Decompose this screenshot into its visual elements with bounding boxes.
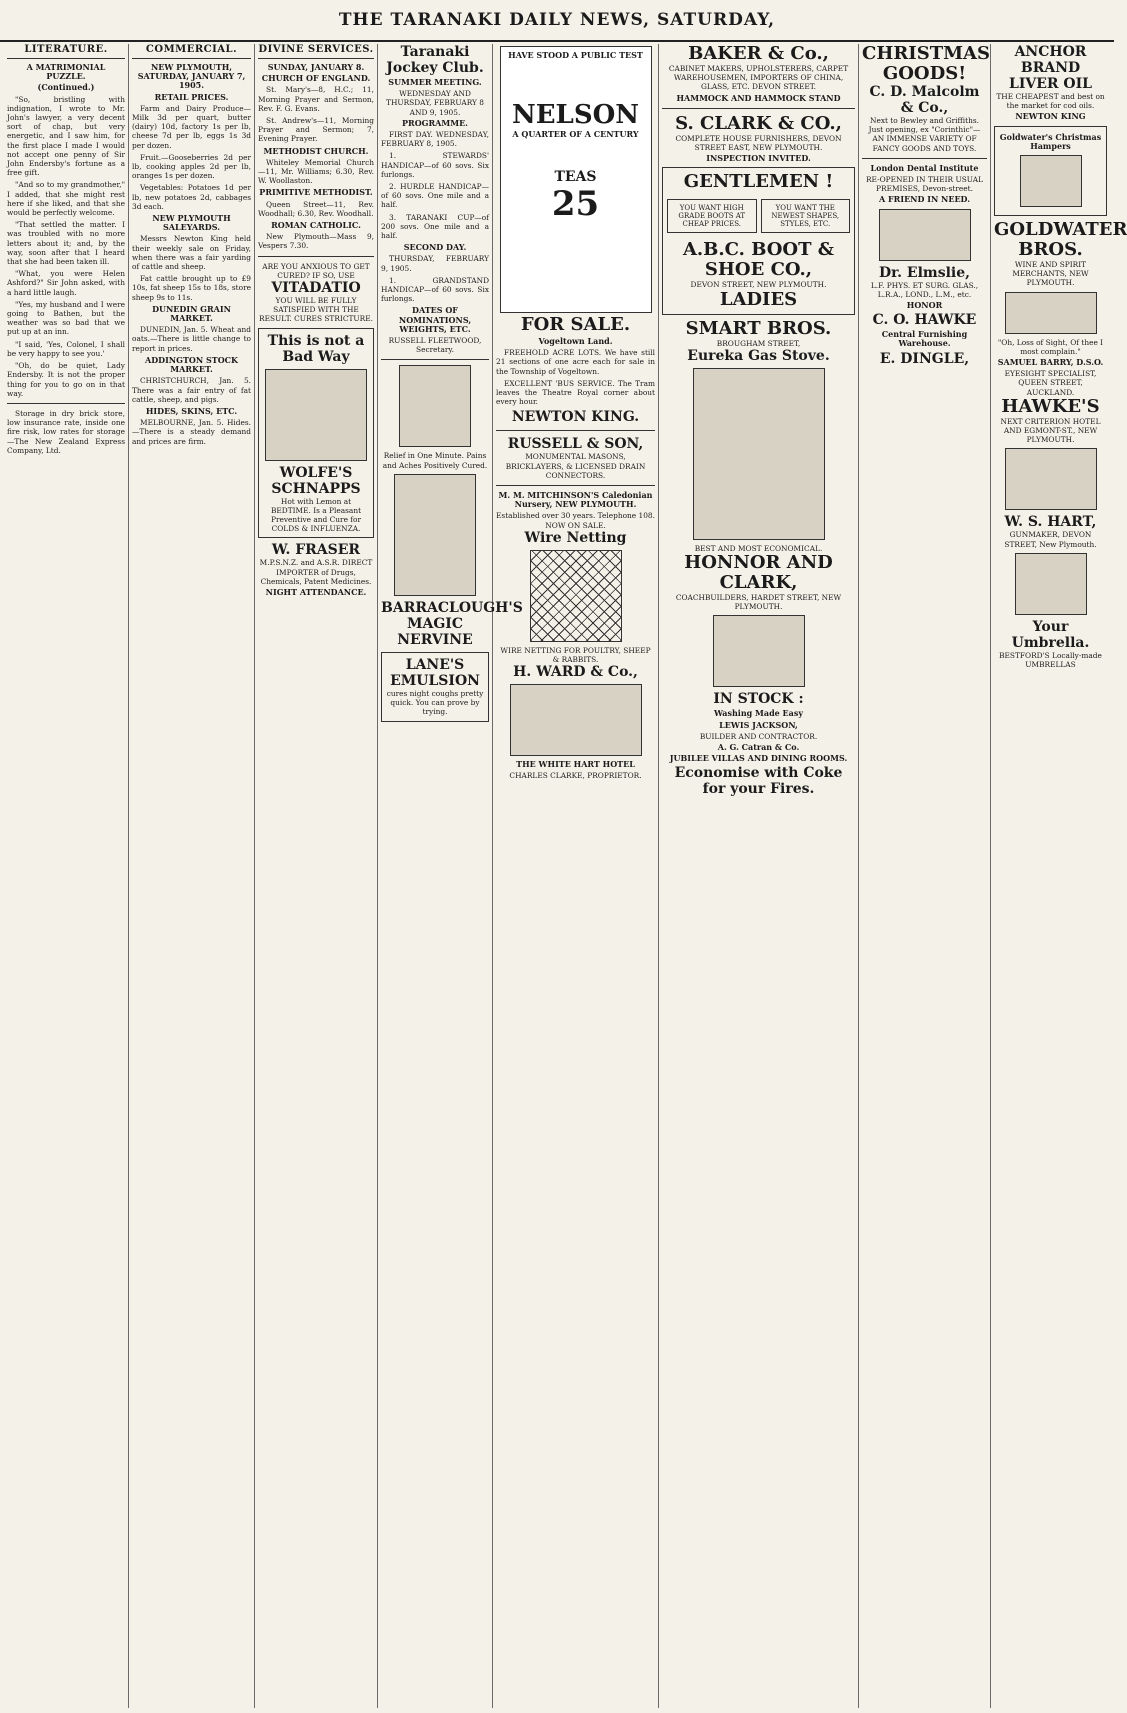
divider [496,430,655,431]
subheading: CHURCH OF ENGLAND. [261,73,371,84]
paragraph: St. Andrew's—11, Morning Prayer and Sermon; 7, Evening Prayer. [258,116,374,144]
ad-hampers-title: Goldwater's Christmas Hampers [999,131,1102,151]
subheading: ROMAN CATHOLIC. [271,220,361,231]
paragraph: CHRISTCHURCH, Jan. 5. There was a fair entry of fat cattle, sheep, and pigs. [132,376,251,404]
subheading: METHODIST CHURCH. [263,145,369,156]
ad-mitchinson-text: Established over 30 years. Telephone 108. NOW ON SALE. [496,511,655,530]
paragraph: 3. TARANAKI CUP—of 200 sovs. One mile and a half. [381,212,489,241]
story-subtitle: (Continued.) [37,82,95,93]
ad-friend-title: A FRIEND IN NEED. [879,194,970,205]
ad-schnapps-box [258,328,374,539]
ad-baker-title: BAKER & Co., [688,43,829,64]
story-paragraph: "I said, 'Yes, Colonel, I shall be very happy to see you.' [7,339,125,358]
ad-goldwater-text: WINE AND SPIRIT MERCHANTS, NEW PLYMOUTH. [1012,260,1089,288]
ad-abc-text: DEVON STREET, NEW PLYMOUTH. [690,280,827,290]
ad-clark-text: COMPLETE HOUSE FURNISHERS, DEVON STREET EAST, NEW PLYMOUTH. [675,133,842,153]
paragraph: THURSDAY, FEBRUARY 9, 1905. [381,254,489,273]
column-literature [4,44,129,1708]
ad-loss-text: "Oh, Loss of Sight, Of thee I most complain." [997,337,1104,356]
ad-dental-title: London Dental Institute [870,162,979,173]
ad-gents-row [667,195,850,237]
divider [381,359,489,360]
story-paragraph: "And so to my grandmother," I added, that she might rest here if she liked, and that she would be perfectly welcome. [7,180,125,218]
ad-honnor-text: COACHBUILDERS, HARDET STREET, NEW PLYMOUTH. [675,593,842,612]
ad-wire-text: WIRE NETTING FOR POULTRY, SHEEP & RABBITS. [500,645,651,665]
ad-eureka-text: BEST AND MOST ECONOMICAL. [694,543,823,553]
page-columns [4,43,1127,1708]
subheading: PROGRAMME. [402,117,468,128]
newspaper-title: THE TARANAKI DAILY NEWS, SATURDAY, [338,10,776,30]
dateline: SUNDAY, JANUARY 8. [267,62,365,72]
paragraph: 1. GRANDSTAND HANDICAP—of 60 sovs. Six furlongs. [381,275,489,304]
subheading: ADDINGTON STOCK MARKET. [144,354,238,375]
ad-abc-title: A.B.C. BOOT & SHOE CO., [682,239,835,281]
hand-illustration [879,209,971,261]
paragraph: Fat cattle brought up to £9 10s, fat sheep 15s to 18s, store sheep 9s to 11s. [132,274,251,302]
paragraph: 2. HURDLE HANDICAP—of 60 sovs. One mile and a half. [381,182,489,210]
hamper-illustration [1020,155,1082,207]
ad-clarke-text: CHARLES CLARKE, PROPRIETOR. [509,771,642,781]
paragraph: DUNEDIN, Jan. 5. Wheat and oats.—There is little change to report in prices. [132,325,251,353]
revolver-illustration [1005,448,1097,510]
story-paragraph: "What, you were Helen Ashford?" Sir John asked, with a hard little laugh. [7,269,125,297]
ad-mitchinson-title: M. M. MITCHINSON'S Caledonian Nursery, NEW PLYMOUTH. [498,490,653,510]
paragraph: Messrs Newton King held their weekly sale on Friday, when there was a fair yarding of cattle and sheep. [132,234,251,272]
ad-furnishing-title: Central Furnishing Warehouse. [881,329,968,349]
ad-washing-title: Washing Made Easy [714,708,803,719]
paragraph: Vegetables: Potatoes 1d per lb, new potatoes 2d, cabbages 3d each. [132,183,251,211]
ad-eureka-title: Eureka Gas Stove. [687,347,830,364]
ad-russell-text: MONUMENTAL MASONS, BRICKLAYERS, & LICENSED DRAIN CONNECTORS. [505,452,646,480]
portrait-illustration [399,365,471,447]
ad-clark-title: S. CLARK & CO., [675,112,842,134]
story-paragraph: "So, bristling with indignation, I wrote to Mr. John's lawyer, a very decent sort of chap, but very energetic, and I saw him, for the first place I made I would not accept one penny of Sir John Endersby's fortune as a free gift. [7,94,125,178]
divider [258,256,374,257]
ad-abc-box [662,167,855,314]
paragraph: FIRST DAY. WEDNESDAY, FEBRUARY 8, 1905. [381,130,489,149]
ad-beetford-text: BESTFORD'S Locally-made UMBRELLAS [999,650,1102,670]
ad-gents-cell: YOU WANT THE NEWEST SHAPES, STYLES, ETC. [761,199,851,233]
paragraph: 1. STEWARDS' HANDICAP—of 60 sovs. Six furlongs. [381,151,489,179]
masthead [0,0,1114,42]
paragraph: New Plymouth—Mass 9, Vespers 7.30. [258,232,374,251]
ad-merve-text: Relief in One Minute. Pains and Aches Positively Cured. [382,451,488,470]
ad-whitehart-title: THE WHITE HART HOTEL [516,759,635,770]
ad-dental-text: RE-OPENED IN THEIR USUAL PREMISES, Devon-street. [865,175,984,194]
ad-clark-inspection: INSPECTION INVITED. [706,153,811,164]
paragraph: Farm and Dairy Produce—Milk 3d per quart, butter (dairy) 10d, factory 1s per lb, cheese 7d per lb, eggs 1s 3d per dozen. [132,103,251,150]
paragraph: Fruit.—Gooseberries 2d per lb, cooking apples 2d per lb, oranges 1s per dozen. [132,152,251,181]
ad-honor-label: HONOR [906,300,943,311]
ad-hart-title: W. S. HART, [1004,514,1097,531]
paragraph: St. Mary's—8, H.C.; 11, Morning Prayer and Sermon, Rev. F. G. Evans. [258,85,374,113]
column-nelson-teas [493,44,659,1708]
paragraph: FREEHOLD ACRE LOTS. We have still 21 sections of one acre each for sale in the Township of Vogeltown. [496,348,655,376]
ad-ward-title: H. WARD & Co., [513,664,638,681]
ad-christmas-title: CHRISTMAS GOODS! [862,43,990,84]
dateline: NEW PLYMOUTH, SATURDAY, JANUARY 7, 1905. [137,62,246,91]
paragraph: EXCELLENT 'BUS SERVICE. The Tram leaves the Theatre Royal corner about every hour. [496,378,655,407]
ad-cured-text: ARE YOU ANXIOUS TO GET CURED? IF SO, USE [262,261,370,280]
ad-catran-title: A. G. Catran & Co. [717,742,800,753]
ad-hawkes-title: HAWKE'S [1001,395,1100,417]
subheading: HIDES, SKINS, ETC. [145,405,238,416]
section-heading: DIVINE SERVICES. [258,44,374,59]
ad-smart-title: SMART BROS. [685,317,832,339]
divider [496,485,655,486]
divider [662,108,855,109]
hotel-illustration [510,684,642,756]
story-footer: Storage in dry brick store, low insurance rate, inside one fire risk, low rates for storage—The New Zealand Express Company, Ltd. [7,408,125,455]
ad-hampers-box [994,126,1107,216]
subheading: NEW PLYMOUTH SALEYARDS. [152,213,231,233]
paragraph: Queen Street—11, Rev. Woodhall; 6.30, Rev. Woodhall. [258,199,374,218]
ad-jackson-title: LEWIS JACKSON, [719,719,798,730]
story-paragraph: "Oh, do be quiet, Lady Endersby. It is not the proper thing for you to go on in that way. [7,361,125,398]
liniment-bottle-illustration [394,474,476,596]
ad-elmslie-text: L.F. PHYS. ET SURG. GLAS., L.R.A., LOND., L.M., etc. [870,280,979,299]
story-title: A MATRIMONIAL PUZZLE. [26,62,106,82]
ad-umbrella-title: Your Umbrella. [1011,618,1090,651]
ad-hart-text: GUNMAKER, DEVON STREET, New Plymouth. [1004,530,1097,549]
stamp-brand: NELSON [511,100,640,131]
ad-baker-text: CABINET MAKERS, UPHOLSTERERS, CARPET WAREHOUSEMEN, IMPORTERS OF CHINA, GLASS, ETC. DEVON STREET. [668,64,849,92]
subheading: DUNEDIN GRAIN MARKET. [152,303,231,324]
ad-russell-title: RUSSELL & SON, [507,436,644,453]
story-paragraph: "That settled the matter. I was troubled with no more letters about it; and, by the way, soon after that I heard that she had been taken ill. [7,220,125,267]
ad-jockey-subtitle: SUMMER MEETING. [388,77,482,87]
section-heading: COMMERCIAL. [132,44,251,59]
paragraph: Whiteley Memorial Church—11, Mr. Williams; 6.30, Rev. W. Woollaston. [258,157,374,186]
ad-lanes-title: LANE'S EMULSION [390,656,480,689]
subheading: SECOND DAY. [403,242,467,253]
ad-hammock-title: HAMMOCK AND HAMMOCK STAND [676,92,841,103]
gas-stove-illustration [693,368,825,540]
ad-fraser-title: W. FRASER [271,542,361,559]
column-furnishers [659,44,859,1708]
ad-economise-title: Economise with Coke for your Fires. [674,765,843,798]
ad-barraclough-title: BARRACLOUGH'S MAGIC NERVINE [381,599,523,648]
ad-vitadatio-title: VITADATIO [271,280,361,297]
column-christmas-goods [859,44,991,1708]
divider [7,403,125,404]
carriage-illustration [713,615,805,687]
ad-nominations: DATES OF NOMINATIONS, WEIGHTS, ETC. [398,305,472,334]
ad-bad-way-title: This is not a Bad Way [267,332,365,365]
column-liver-oil [991,44,1127,1708]
subheading: PRIMITIVE METHODIST. [259,187,373,198]
nelson-teas-ad [500,46,652,313]
ad-lanes-text: cures night coughs pretty quick. You can prove by trying. [386,688,484,717]
ad-jubilee-title: JUBILEE VILLAS AND DINING ROOMS. [669,753,848,764]
stamp-teas: TEAS [554,169,597,186]
ad-night-attendance: NIGHT ATTENDANCE. [265,587,367,598]
ad-fraser-text: M.P.S.N.Z. and A.S.R. DIRECT IMPORTER of Drugs, Chemicals, Patent Medicines. [259,558,373,586]
ad-jockey-title: Taranaki Jockey Club. [386,44,484,76]
ad-vitadatio-text: YOU WILL BE FULLY SATISFIED WITH THE RESULT. CURES STRICTURE. [259,296,373,324]
ad-wire-title: Wire Netting [524,529,627,546]
paragraph: MELBOURNE, Jan. 5. Hides.—There is a steady demand and prices are firm. [132,418,251,446]
ad-newtonking-title: NEWTON KING [1015,111,1086,122]
ad-barry-text: EYESIGHT SPECIALIST, QUEEN STREET, AUCKLAND. [1004,369,1097,397]
ad-newton-king: NEWTON KING. [511,409,640,426]
ad-hawkes-text: NEXT CRITERION HOTEL AND EGMONT-ST., NEW PLYMOUTH. [1000,416,1101,445]
ad-ladies-title: LADIES [719,288,798,310]
ad-wolfe-title: WOLFE'S SCHNAPPS [271,464,361,497]
ad-anchor-text: THE CHEAPEST and best on the market for cod oils. [996,92,1105,111]
ad-anchor-title: ANCHOR BRAND LIVER OIL [1008,44,1093,92]
ad-goldwater-title: GOLDWATER BROS. [994,219,1127,261]
section-heading: LITERATURE. [7,44,125,59]
ad-forsale-title: FOR SALE. [520,314,631,335]
story-paragraph: "Yes, my husband and I were going to Bathen, but the weather was so bad that we put up at an inn. [7,299,125,337]
ad-barry-title: SAMUEL BARRY, D.S.O. [997,357,1104,368]
ad-secretary: RUSSELL FLEETWOOD, Secretary. [388,336,482,355]
column-commercial [129,44,255,1708]
ad-malcolm-title: C. D. Malcolm & Co., [869,84,980,116]
ad-lanes-box [381,652,489,722]
column-divine-services [255,44,378,1708]
stamp-years: A QUARTER OF A CENTURY [512,129,639,140]
ad-jackson-text: BUILDER AND CONTRACTOR. [699,731,818,741]
ad-jockey-dates: WEDNESDAY AND THURSDAY, FEBRUARY 8 AND 9, 1905. [386,89,484,117]
ad-wolfe-text: Hot with Lemon at BEDTIME. Is a Pleasant Preventive and Cure for COLDS & INFLUENZA. [270,496,362,534]
ad-honnor-title: HONNOR AND CLARK, [684,552,833,594]
spectacles-illustration [1005,292,1097,334]
ad-gentlemen-title: GENTLEMEN ! [683,171,834,193]
ad-elmslie-title: Dr. Elmslie, [878,264,971,281]
umbrella-illustration [1015,553,1087,615]
stamp-top-text: HAVE STOOD A PUBLIC TEST [508,50,643,60]
ad-hawke-title: C. O. HAWKE [872,312,977,329]
divider [862,158,987,159]
ad-smart-text: BROUGHAM STREET, [716,338,801,348]
ad-gents-cell: YOU WANT HIGH GRADE BOOTS AT CHEAP PRICES. [667,199,757,233]
subheading: RETAIL PRICES. [154,91,229,102]
ad-dingle-title: E. DINGLE, [879,350,970,367]
ad-instock-title: IN STOCK : [713,691,804,708]
wire-netting-illustration [530,550,622,642]
stamp-price: 25 [551,184,600,225]
man-in-bed-illustration [265,369,367,461]
column-jockey-club [378,44,523,1708]
ad-malcolm-text: Next to Bewley and Griffiths. Just opening, ex "Corinthic"— AN IMMENSE VARIETY OF FANCY GOODS AND TOYS. [868,116,981,153]
ad-vogeltown-title: Vogeltown Land. [538,336,613,346]
